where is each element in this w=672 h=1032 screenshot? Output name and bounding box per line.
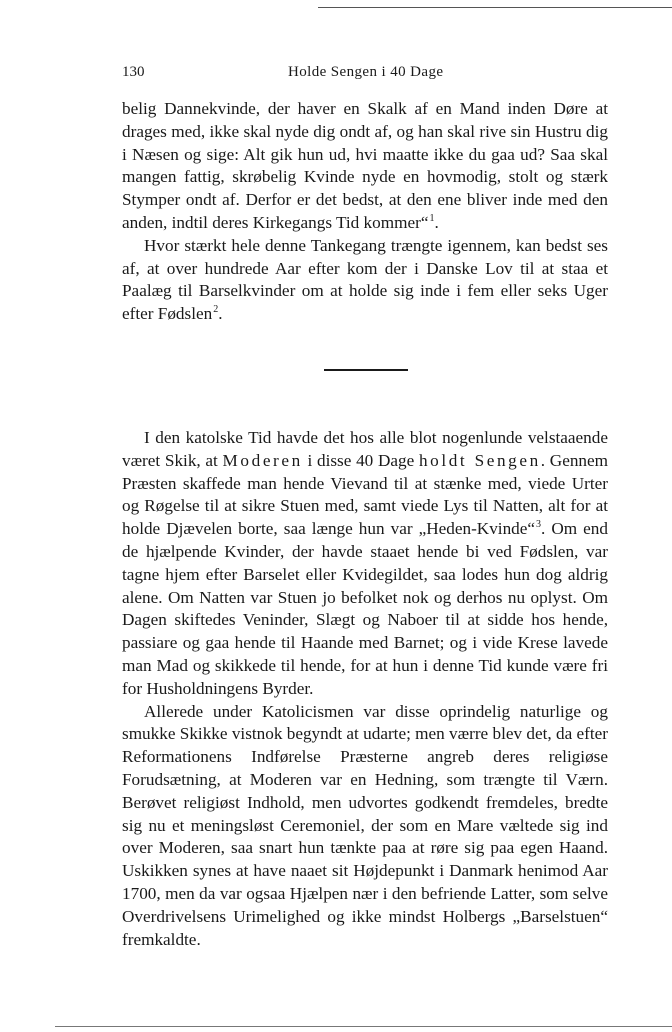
paragraph-text: Allerede under Katolicismen var disse oprindelig naturlige og smukke Skikke vistnok begyndt at udarte; men værre blev det, da efter Reformationens Indførelse Præsterne angreb deres religiøse Forudsætning, at Moderen var en Hedning, som trængte til Værn. Berøvet religiøst Indhold, men udvortes godkendt fremdeles, bredte sig nu et meningsløst Ceremoniel, der som en Mare væltede sig ind over Moderen, saa snart hun tænkte paa at røre sig paa egen Haand. Uskikken synes at have naaet sit Højdepunkt i Danmark henimod Aar 1700, men da var ogsaa Hjælpen nær i den befriende Latter, som selve Overdrivelsens Urimelighed og ikke mindst Holbergs „Barselstuen“ fremkaldte. (122, 701, 608, 949)
section-divider (324, 369, 408, 371)
footnote-marker: 1 (429, 213, 435, 225)
page-number: 130 (122, 64, 145, 80)
footnote-marker: 2 (213, 304, 219, 316)
page-edge-bottom (55, 1026, 672, 1027)
emphasized-text: holdt Sengen (418, 450, 541, 470)
paragraph (122, 701, 608, 952)
paragraph-end: . (434, 212, 439, 232)
section-2 (122, 427, 608, 951)
paragraph-end: . (218, 304, 223, 324)
running-title: Holde Sengen i 40 Dage (288, 64, 444, 80)
paragraph-text: . Gennem Præsten skaffede man hende Vievand til at stænke med, viede Urter og Røgelse til at sikre Stuen med, samt viede Lys til Natten, alt for at holde Djævelen borte, saa længe hun var „Heden-Kvinde“ (122, 450, 609, 539)
footnote-marker: 3 (536, 519, 542, 531)
paragraph-text: Hvor stærkt hele denne Tankegang trængte igennem, kan bedst ses af, at over hundrede Aar efter kom der i Danske Lov til at staa et Paalæg til Barselkvinder om at holde sig inde i fem eller seks Uger efter Fødslen (122, 235, 608, 324)
paragraph-text: i disse 40 Dage (307, 450, 415, 470)
paragraph (122, 427, 608, 701)
paragraph (122, 235, 608, 326)
page-edge-top (318, 7, 672, 8)
paragraph (122, 98, 608, 235)
page-header (122, 64, 608, 84)
section-1 (122, 98, 608, 326)
paragraph-text: . Om end de hjælpende Kvinder, der havde staaet hende bi ved Fødslen, var tagne hjem efter Barselet eller Kvidegildet, saa lodes hun dog aldrig alene. Om Natten var Stuen jo befolket nok og derhos nu oplyst. Om Dagen skiftedes Veninder, Slægt og Naboer til at sidde hos hende, passiare og gaa hende til Haande med Barnet; og i vide Krese lavede man Mad og skikkede til hende, for at hun i denne Tid kunde være fri for Husholdningens Byrder. (122, 519, 608, 698)
paragraph-text: I den katolske Tid havde det hos alle blot nogenlunde velstaaende været Skik, at (122, 428, 608, 470)
paragraph-text: belig Dannekvinde, der haver en Skalk af en Mand inden Døre at drages med, ikke skal nyde dig ondt af, og han skal rive sin Hustru dig i Næsen og sige: Alt gik hun ud, hvi maatte ikke du gaa ud? Saa skal mangen fattig, skrøbelig Kvinde nyde en hovmodig, stolt og stærk Stymper ondt af. Derfor er det bedst, at den ene bliver inde med den anden, indtil deres Kirkegangs Tid kommer“ (122, 99, 608, 232)
emphasized-text: Moderen (222, 450, 303, 470)
